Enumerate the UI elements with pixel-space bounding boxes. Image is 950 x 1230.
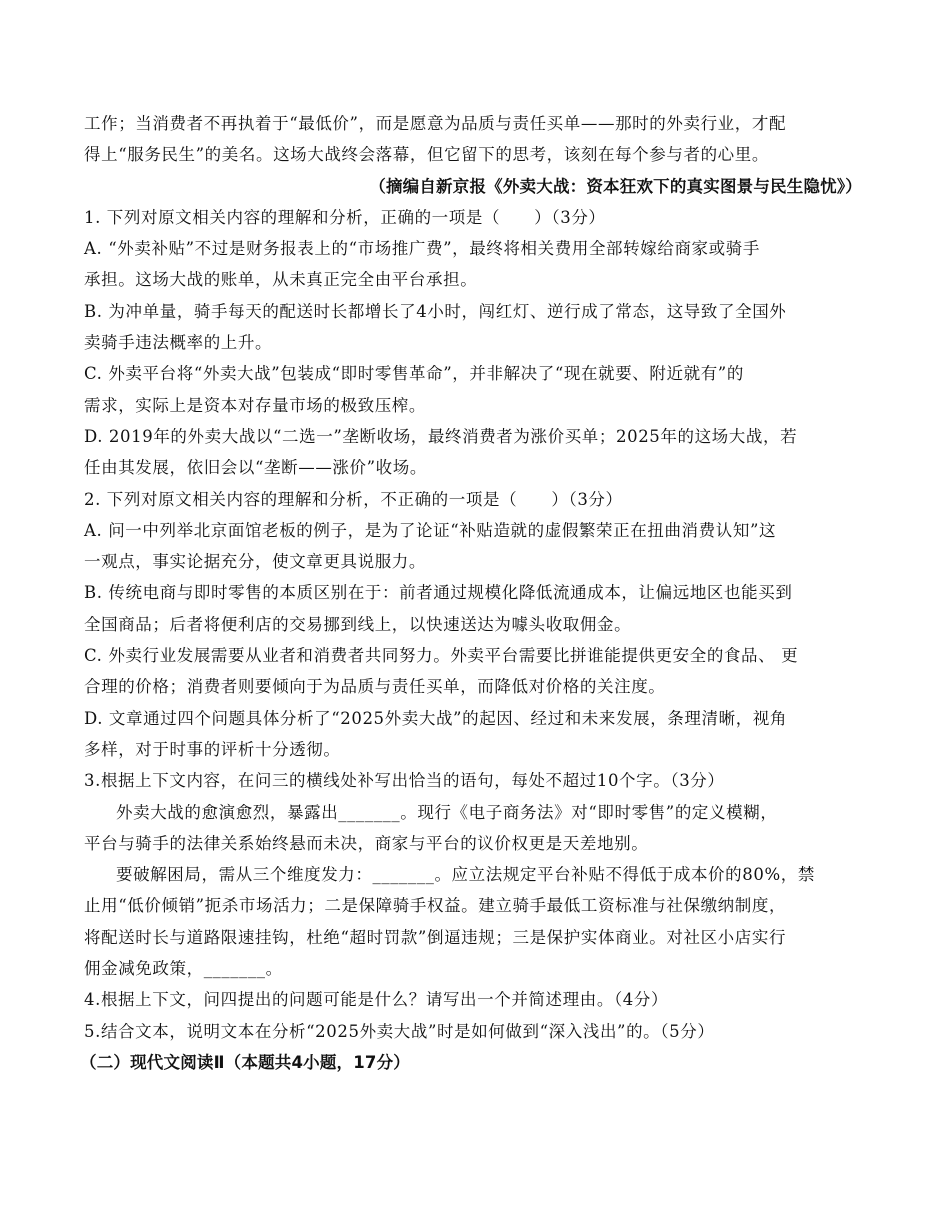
q2-option-d-line-2: 多样，对于时事的评析十分透彻。 <box>84 739 341 759</box>
q3-para2-line-3: 将配送时长与道路限速挂钩，杜绝“超时罚款”倒逼违规；三是保护实体商业。对社区小店实行 <box>84 927 787 947</box>
q1-option-d-line-1: D. 2019年的外卖大战以“二选一”垄断收场，最终消费者为涨价买单；2025年的这场大战，若 <box>84 426 798 446</box>
q1-option-a-line-2: 承担。这场大战的账单，从未真正完全由平台承担。 <box>84 270 478 290</box>
question-3-stem: 3.根据上下文内容，在问三的横线处补写出恰当的语句，每处不超过10个字。（3分） <box>84 771 725 791</box>
question-1-stem: 1. 下列对原文相关内容的理解和分析，正确的一项是（ ）（3分） <box>84 207 606 227</box>
q1-option-a-line-1: A. “外卖补贴”不过是财务报表上的“市场推广费”，最终将相关费用全部转嫁给商家或骑手 <box>84 239 760 259</box>
q1-option-d-line-2: 任由其发展，依旧会以“垄断——涨价”收场。 <box>84 458 427 478</box>
q3-para1-line-2: 平台与骑手的法律关系始终悬而未决，商家与平台的议价权更是天差地别。 <box>84 833 649 853</box>
question-5-stem: 5.结合文本，说明文本在分析“2025外卖大战”时是如何做到“深入浅出”的。（5分） <box>84 1021 715 1041</box>
section-heading: （二）现代文阅读Ⅱ（本题共4小题，17分） <box>80 1052 411 1072</box>
q3-para1-line-1: 外卖大战的愈演愈烈，暴露出_______。现行《电子商务法》对“即时零售”的定义模糊， <box>116 802 778 822</box>
q2-option-b-line-1: B. 传统电商与即时零售的本质区别在于：前者通过规模化降低流通成本，让偏远地区也能买到 <box>84 583 793 603</box>
source-citation: （摘编自新京报《外卖大战：资本狂欢下的真实图景与民生隐忧》） <box>369 176 862 196</box>
intro-line-2: 得上“服务民生”的美名。这场大战终会落幕，但它留下的思考，该刻在每个参与者的心里。 <box>84 145 769 165</box>
question-4-stem: 4.根据上下文，问四提出的问题可能是什么？请写出一个并简述理由。（4分） <box>84 990 669 1010</box>
question-2-stem: 2. 下列对原文相关内容的理解和分析，不正确的一项是（ ）（3分） <box>84 489 623 509</box>
q1-option-c-line-2: 需求，实际上是资本对存量市场的极致压榨。 <box>84 395 426 415</box>
q2-option-b-line-2: 全国商品；后者将便利店的交易挪到线上，以快速送达为噱头收取佣金。 <box>84 614 632 634</box>
intro-line-1: 工作；当消费者不再执着于“最低价”，而是愿意为品质与责任买单——那时的外卖行业，才配 <box>84 114 787 133</box>
q1-option-c-line-1: C. 外卖平台将“外卖大战”包装成“即时零售革命”，并非解决了“现在就要、附近就有”的 <box>84 364 744 384</box>
q1-option-b-line-2: 卖骑手违法概率的上升。 <box>84 333 273 353</box>
q3-para2-line-1: 要破解困局，需从三个维度发力：_______。应立法规定平台补贴不得低于成本价的80%，禁 <box>116 865 815 885</box>
q2-option-a-line-2: 一观点，事实论据充分，使文章更具说服力。 <box>84 552 426 572</box>
q2-option-c-line-1: C. 外卖行业发展需要从业者和消费者共同努力。外卖平台需要比拼谁能提供更安全的食品、 更 <box>84 646 799 666</box>
q3-para2-line-4: 佣金减免政策，_______。 <box>84 959 283 979</box>
q1-option-b-line-1: B. 为冲单量，骑手每天的配送时长都增长了4小时，闯红灯、逆行成了常态，这导致了全国外 <box>84 301 787 321</box>
q2-option-a-line-1: A. 问一中列举北京面馆老板的例子，是为了论证“补贴造就的虚假繁荣正在扭曲消费认知”这 <box>84 520 777 540</box>
q3-para2-line-2: 止用“低价倾销”扼杀市场活力；二是保障骑手权益。建立骑手最低工资标准与社保缴纳制度， <box>84 896 787 916</box>
exam-page <box>80 108 868 1078</box>
q2-option-d-line-1: D. 文章通过四个问题具体分析了“2025外卖大战”的起因、经过和未来发展，条理清晰，视角 <box>84 708 787 728</box>
q2-option-c-line-2: 合理的价格；消费者则要倾向于为品质与责任买单，而降低对价格的关注度。 <box>84 677 666 697</box>
